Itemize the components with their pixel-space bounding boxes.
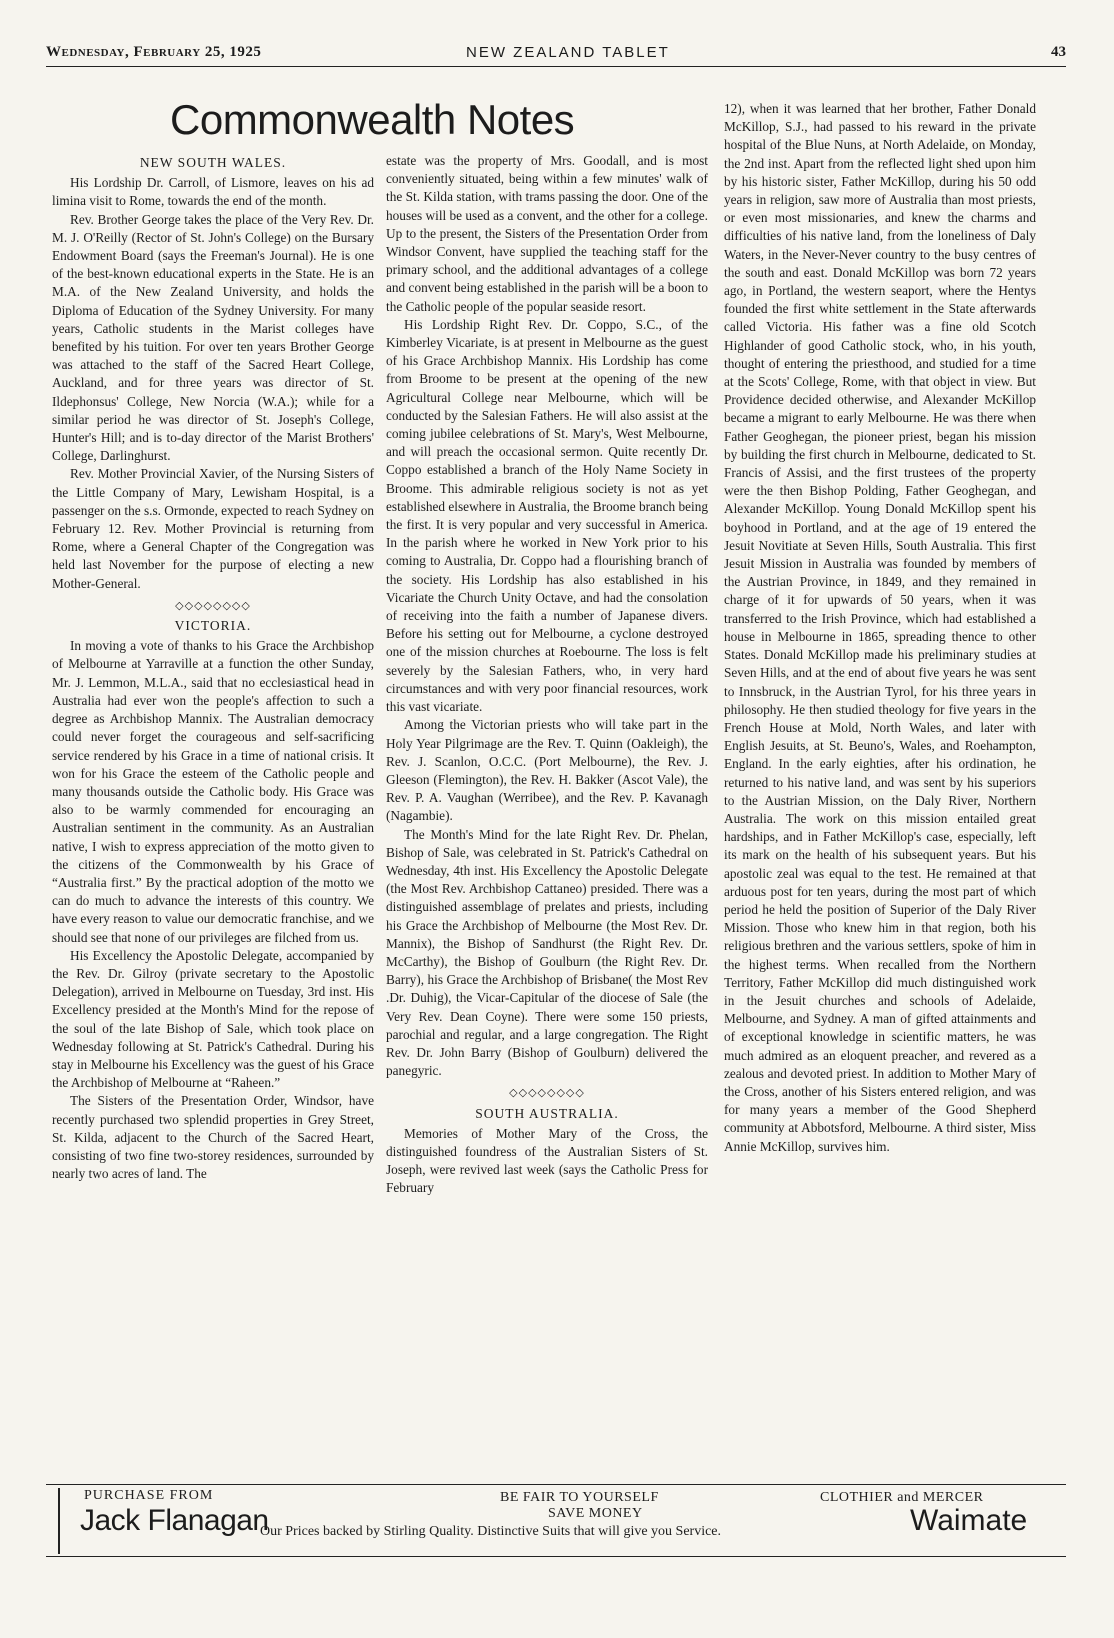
section-ornament: ◇◇◇◇◇◇◇◇ xyxy=(175,599,251,612)
column-3 xyxy=(724,100,1036,1156)
ad-merchant-name: Jack Flanagan xyxy=(80,1504,269,1537)
paragraph: Among the Victorian priests who will take part in the Holy Year Pilgrimage are the Rev. T. Quinn (Oakleigh), the Rev. J. Scanlon, O.C.C. (Port Melbourne), the Rev. J. Gleeson (Flemington), the Rev. H. Bakker (Ascot Vale), the Rev. P. A. Vaughan (Werribee), and the Rev. P. Kavanagh (Nagambie). xyxy=(386,717,708,824)
section-heading-nsw: NEW SOUTH WALES. xyxy=(139,155,287,170)
ad-prices-line: Our Prices backed by Stirling Quality. Distinctive Suits that will give you Service. xyxy=(260,1524,722,1539)
section-ornament: ◇◇◇◇◇◇◇◇ xyxy=(509,1087,585,1100)
column-1 xyxy=(52,152,374,1183)
column-2 xyxy=(386,152,708,1198)
paragraph: The Sisters of the Presentation Order, Windsor, have recently purchased two splendid properties in Grey Street, St. Kilda, adjacent to the Church of the Sacred Heart, consisting of two fine two-storey residences, surrounded by nearly two acres of land. The xyxy=(52,1093,374,1182)
advertisement xyxy=(58,1488,1070,1554)
section-heading-south-australia: SOUTH AUSTRALIA. xyxy=(475,1105,619,1121)
paragraph: Memories of Mother Mary of the Cross, the distinguished foundress of the Australian Sisters of St. Joseph, were revived last week (says the Catholic Press for February xyxy=(386,1125,708,1196)
advert-top-rule xyxy=(46,1484,1066,1485)
page-header xyxy=(46,44,1066,68)
paragraph: His Lordship Dr. Carroll, of Lismore, leaves on his ad limina visit to Rome, towards the end of the month. xyxy=(52,175,374,209)
ad-town: Waimate xyxy=(910,1504,1028,1537)
page-number: 43 xyxy=(1051,44,1066,60)
paragraph: Rev. Brother George takes the place of the Very Rev. Dr. M. J. O'Reilly (Rector of St. John's College) on the Bursary Endowment Board (says the Freeman's Journal). He is one of the best-known educational experts in the State. He is an M.A. of the New Zealand University, and holds the Diploma of Education of the Sydney University. For many years, Catholic students in the Marist colleges have benefited by his tuition. For over ten years Brother George was attached to the staff of the Sacred Heart College, Auckland, and for three years was director of St. Ildephonsus' College, New Norcia (W.A.); while for a similar period he was director of St. Joseph's College, Hunter's Hill; and is to-day director of the Marist Brothers' College, Darlinghurst. xyxy=(52,211,374,464)
ad-be-fair: BE FAIR TO YOURSELF xyxy=(500,1490,659,1505)
ad-purchase-from: PURCHASE FROM xyxy=(84,1488,214,1503)
publication-title: NEW ZEALAND TABLET xyxy=(466,44,670,61)
paragraph: Rev. Mother Provincial Xavier, of the Nursing Sisters of the Little Company of Mary, Lewisham Hospital, is a passenger on the s.s. Ormonde, expected to reach Sydney on February 12. Rev. Mother Provincial is returning from Rome, where a General Chapter of the Congregation was held last November for the purpose of electing a new Mother-General. xyxy=(52,466,374,591)
ad-save-money: SAVE MONEY xyxy=(548,1506,643,1521)
advert-bottom-rule xyxy=(46,1556,1066,1557)
section-heading-victoria: VICTORIA. xyxy=(174,618,252,634)
paragraph: In moving a vote of thanks to his Grace the Archbishop of Melbourne at Yarraville at a function the other Sunday, Mr. J. Lemmon, M.L.A., said that no ecclesiastical head in Australia had ever won the people's affection to such a degree as Archbishop Mannix. The Australian democracy could never forget the courageous and self-sacrificing service rendered by his Grace in a time of national crisis. It won for his Grace the esteem of the Catholic people and many thousands outside the Catholic body. His Grace was also to be warmly commended for encouraging an Australian sentiment in the community. As an Australian native, I wish to express appreciation of the motto given to the citizens of the Commonwealth by his Grace of “Australia first.” By the practical adoption of the motto we can do much to advance the interests of this country. We have every reason to value our democratic franchise, and we should see that none of our privileges are filched from us. xyxy=(52,638,374,945)
header-rule xyxy=(46,66,1066,67)
article-title: Commonwealth Notes xyxy=(170,96,575,143)
paragraph: His Excellency the Apostolic Delegate, accompanied by the Rev. Dr. Gilroy (private secretary to the Apostolic Delegation), arrived in Melbourne on Tuesday, 3rd inst. His Excellency presided at the Month's Mind for the repose of the soul of the late Bishop of Sale, which took place on Wednesday following at St. Patrick's Cathedral. During his stay in Melbourne his Excellency was the guest of his Grace the Archbishop of Melbourne at “Raheen.” xyxy=(52,947,374,1091)
paragraph: The Month's Mind for the late Right Rev. Dr. Phelan, Bishop of Sale, was celebrated in St. Patrick's Cathedral on Wednesday, 4th inst. His Excellency the Apostolic Delegate (the Most Rev. Archbishop Cattaneo) presided. There was a distinguished assemblage of prelates and priests, including his Grace the Archbishop of Melbourne (the Most Rev. Dr. Mannix), the Bishop of Sandhurst (the Right Rev. Dr. McCarthy), the Bishop of Goulburn (the Right Rev. Dr. Barry), his Grace the Archbishop of Brisbane( the Most Rev .Dr. Duhig), the Vicar-Capitular of the diocese of Sale (the Very Rev. Dean Coyne). There were some 150 priests, parochial and regular, and a large congregation. The Right Rev. Dr. John Barry (Bishop of Goulburn) delivered the panegyric. xyxy=(386,826,708,1079)
paragraph: estate was the property of Mrs. Goodall, and is most conveniently situated, being within a few minutes' walk of the St. Kilda station, with trams passing the door. One of the houses will be used as a convent, and the other for a college. Up to the present, the Sisters of the Presentation Order from Windsor Convent, have supplied the teaching staff for the primary school, and the additional advantages of a college and convent being established in the parish will be a boon to the Catholic people of the popular seaside resort. xyxy=(386,153,708,314)
paragraph: His Lordship Right Rev. Dr. Coppo, S.C., of the Kimberley Vicariate, is at present in Melbourne as the guest of his Grace Archbishop Mannix. His Lordship has come from Broome to be present at the opening of the new Agricultural College near Melbourne, which will be conducted by the Salesian Fathers. He will also assist at the coming jubilee celebrations of St. Mary's, West Melbourne, and will preach the occasional sermon. Quite recently Dr. Coppo established a branch of the Holy Name Society in Broome. This admirable religious society is not as yet established elsewhere in Australia, the Broome branch being the first. It is very popular and very successful in America. In the parish where he worked in New York prior to his coming to Australia, Dr. Coppo had a flourishing branch of the society. His Lordship has also established in his Vicariate the Church Unity Octave, and had the consolation of receiving into the faith a number of Japanese divers. Before his setting out for Melbourne, a cyclone destroyed one of the mission churches at Roebourne. The loss is felt severely by the Salesian Fathers, who, in very hard circumstances and with very poor financial resources, work this vast vicariate. xyxy=(386,316,708,715)
ad-trade: CLOTHIER and MERCER xyxy=(820,1490,984,1505)
paragraph: 12), when it was learned that her brother, Father Donald McKillop, S.J., had passed to his reward in the private hospital of the Blue Nuns, at North Adelaide, on Monday, the 2nd inst. Apart from the reflected light shed upon him by his historic sister, Father McKillop, during his 50 odd years in religion, saw more of Australia than most priests, or even most missionaries, and knew the charms and difficulties of his native land, from the loneliness of Daly Waters, in the Never-Never country to the busy centres of the south and east. Donald McKillop was born 72 years ago, in Portland, the western seaport, where the Hentys founded the first white settlement in the State afterwards called Victoria. His father was a fine old Scotch Highlander of good Catholic stock, who, in his youth, thought of entering the priesthood, and studied for a time at the Scots' College, Rome, with that object in view. But Providence decided otherwise, and Alexander McKillop became a migrant to early Melbourne. He was there when Father Geoghegan, the pioneer priest, began his mission by building the first church in Melbourne, dedicated to St. Francis of Assisi, and the first trustees of the property were the then Bishop Polding, Father Geoghegan, and Alexander McKillop. Young Donald McKillop spent his boyhood in Portland, and at the age of 19 entered the Jesuit Novitiate at Seven Hills, South Australia. This first Jesuit Mission in Australia was founded by members of the Austrian Province, in 1849, and they remained in charge of it for upwards of 50 years, when it was transferred to the Irish Province, which had established a house in Melbourne in 1865, spreading thence to other States. Donald McKillop made his preliminary studies at Seven Hills, and at the end of about five years he was sent to Innsbruck, in the Austrian Tyrol, for his three years in philosophy. He then studied theology for five years in the French House at Mold, North Wales, and later with English Jesuits, at St. Beuno's, Wales, and Roehampton, England. In the early eighties, after his ordination, he returned to his native land, and was sent by his superiors to the Austrian Mission, on the Daly River, Northern Australia. The work on this mission entailed great hardships, and in Father McKillop's case, especially, left its mark on the health of his subsequent years. But his apostolic zeal was equal to the test. He remained at that arduous post for ten years, during the most part of which period he held the position of Superior of the Daly River Mission. Those who knew him in that region, both his religious brethren and the various settlers, spoke of him in the highest terms. When recalled from the Northern Territory, Father McKillop did much distinguished work in the Jesuit churches and schools of Adelaide, Melbourne, and Sydney. A man of gifted attainments and of exceptional knowledge in scientific matters, he was much admired as an eloquent preacher, and revered as a zealous and devoted priest. In addition to Mother Mary of the Cross, another of his Sisters entered religion, and was for many years a member of the Good Shepherd community at Abbotsford, Melbourne. A third sister, Miss Annie McKillop, survives him. xyxy=(724,101,1036,1154)
issue-date: Wednesday, February 25, 1925 xyxy=(46,44,262,60)
